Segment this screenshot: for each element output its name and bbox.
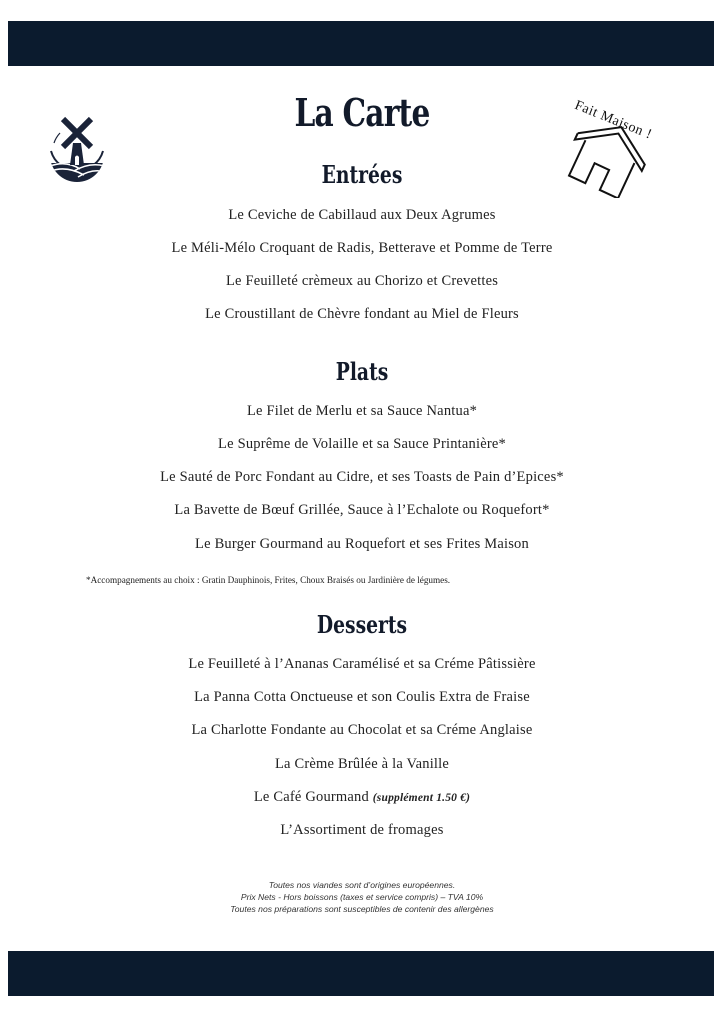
bottom-banner	[8, 951, 714, 996]
menu-item-cafe-gourmand	[0, 789, 724, 806]
section-title-desserts: Desserts	[316, 610, 408, 639]
menu-item: L’Assortiment de fromages	[280, 822, 444, 838]
menu-item: Le Feuilleté à l’Ananas Caramélisé et sa Créme Pâtissière	[188, 656, 536, 672]
footer-line-allergens: Toutes nos préparations sont susceptibles de contenir des allergènes	[230, 904, 494, 914]
menu-item: Le Sauté de Porc Fondant au Cidre, et ses Toasts de Pain d’Epices*	[160, 469, 564, 485]
menu-item-label: Le Café Gourmand	[253, 789, 369, 805]
menu-item: La Panna Cotta Onctueuse et son Coulis Extra de Fraise	[194, 689, 530, 705]
menu-item: Le Feuilleté crèmeux au Chorizo et Crevettes	[225, 273, 499, 289]
supplement-price: (supplément 1.50 €)	[372, 792, 471, 804]
accompaniments-note: *Accompagnements au choix : Gratin Dauphinois, Frites, Choux Braisés ou Jardinière de légumes.	[86, 575, 451, 585]
menu-item: Le Méli-Mélo Croquant de Radis, Betterave et Pomme de Terre	[171, 240, 553, 256]
fait-maison-text: Fait Maison !	[572, 98, 654, 143]
menu-item: Le Suprême de Volaille et sa Sauce Printanière*	[218, 436, 506, 452]
section-title-entrees: Entrées	[321, 160, 403, 189]
menu-item: Le Croustillant de Chèvre fondant au Miel de Fleurs	[205, 306, 519, 322]
section-title-plats: Plats	[335, 357, 389, 386]
footer-line-origins: Toutes nos viandes sont d’origines européennes.	[268, 880, 456, 890]
menu-item: La Crème Brûlée à la Vanille	[274, 756, 450, 772]
footer-line-prices: Prix Nets - Hors boissons (taxes et service compris) – TVA 10%	[240, 892, 484, 902]
menu-item: Le Burger Gourmand au Roquefort et ses Frites Maison	[195, 536, 529, 552]
top-banner	[8, 21, 714, 66]
menu-item: La Bavette de Bœuf Grillée, Sauce à l’Echalote ou Roquefort*	[174, 502, 550, 518]
menu-item: La Charlotte Fondante au Chocolat et sa Créme Anglaise	[191, 722, 533, 738]
menu-item: Le Ceviche de Cabillaud aux Deux Agrumes	[228, 207, 496, 223]
page-title: La Carte	[294, 90, 430, 135]
menu-item: Le Filet de Merlu et sa Sauce Nantua*	[246, 403, 478, 419]
